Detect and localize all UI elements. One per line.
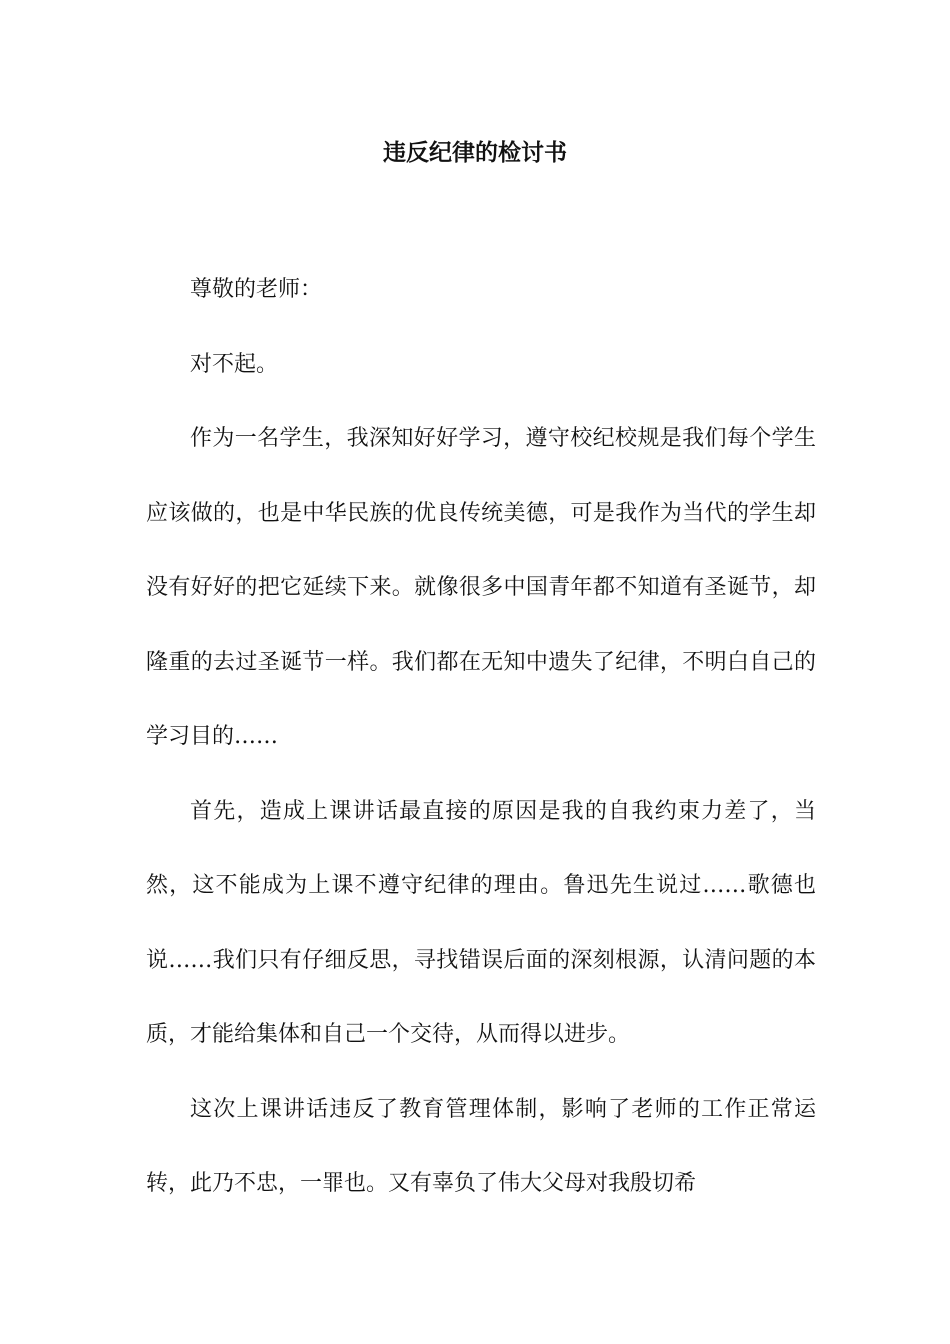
salutation-paragraph: 尊敬的老师： [190, 277, 323, 302]
body-paragraph-1: 作为一名学生，我深知好好学习，遵守校纪校规是我们每个学生应该做的，也是中华民族的优良传统美德，可是我作为当代的学生却没有好好的把它延续下来。就像很多中国青年都不知道有圣诞节，却隆重的去过圣诞节一样。我们都在无知中遗失了纪律，不明白自己的学习目的…… [146, 426, 816, 749]
document-title: 违反纪律的检讨书 [383, 139, 567, 166]
apology-paragraph: 对不起。 [190, 351, 279, 377]
body-paragraph-3: 这次上课讲话违反了教育管理体制，影响了老师的工作正常运转，此乃不忠，一罪也。又有辜负了伟大父母对我殷切希 [146, 1096, 816, 1196]
body-paragraph-2: 首先，造成上课讲话最直接的原因是我的自我约束力差了，当然，这不能成为上课不遵守纪律的理由。鲁迅先生说过……歌德也说……我们只有仔细反思，寻找错误后面的深刻根源，认清问题的本质，才能给集体和自己一个交待，从而得以进步。 [146, 798, 816, 1047]
document-body [146, 253, 816, 1222]
